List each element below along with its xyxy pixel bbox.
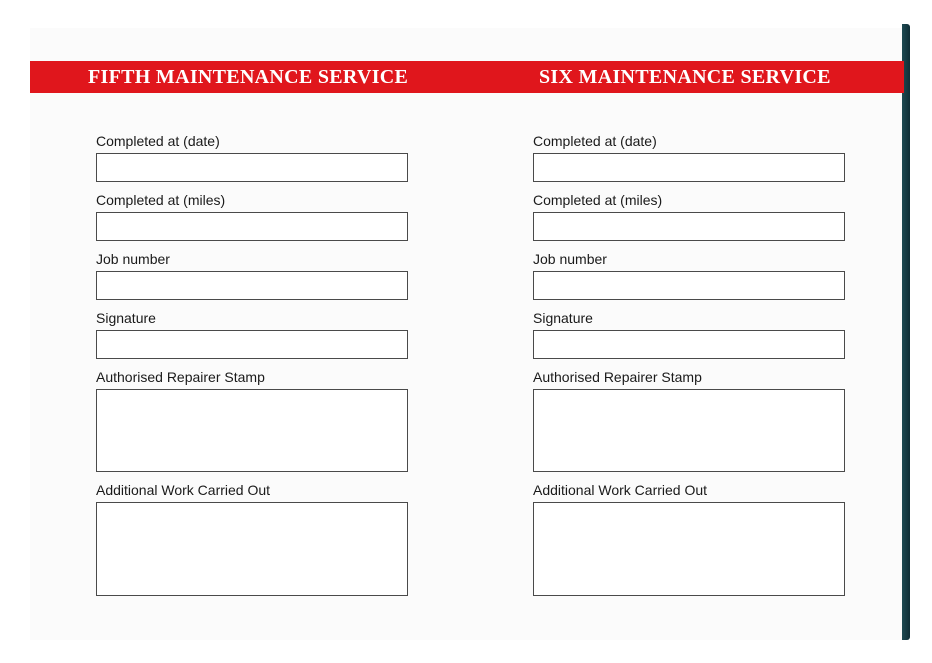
job-number-field[interactable] (533, 271, 845, 300)
miles-field[interactable] (533, 212, 845, 241)
date-field[interactable] (533, 153, 845, 182)
stamp-box[interactable] (96, 389, 408, 472)
miles-label: Completed at (miles) (96, 192, 226, 208)
stamp-label: Authorised Repairer Stamp (96, 369, 265, 385)
signature-field[interactable] (533, 330, 845, 359)
sixth-service-title: SIX MAINTENANCE SERVICE (539, 66, 831, 88)
additional-work-label: Additional Work Carried Out (96, 482, 271, 498)
additional-work-box[interactable] (533, 502, 845, 596)
miles-label: Completed at (miles) (533, 192, 663, 208)
fifth-service-title: FIFTH MAINTENANCE SERVICE (88, 66, 409, 88)
signature-label: Signature (96, 310, 156, 326)
miles-field[interactable] (96, 212, 408, 241)
date-label: Completed at (date) (533, 133, 657, 149)
stamp-label: Authorised Repairer Stamp (533, 369, 702, 385)
signature-label: Signature (533, 310, 593, 326)
job-number-field[interactable] (96, 271, 408, 300)
date-label: Completed at (date) (96, 133, 220, 149)
header-banner (30, 61, 904, 93)
signature-field[interactable] (96, 330, 408, 359)
date-field[interactable] (96, 153, 408, 182)
job-number-label: Job number (533, 251, 607, 267)
additional-work-label: Additional Work Carried Out (533, 482, 708, 498)
job-number-label: Job number (96, 251, 170, 267)
booklet-spine (902, 24, 910, 640)
stamp-box[interactable] (533, 389, 845, 472)
additional-work-box[interactable] (96, 502, 408, 596)
